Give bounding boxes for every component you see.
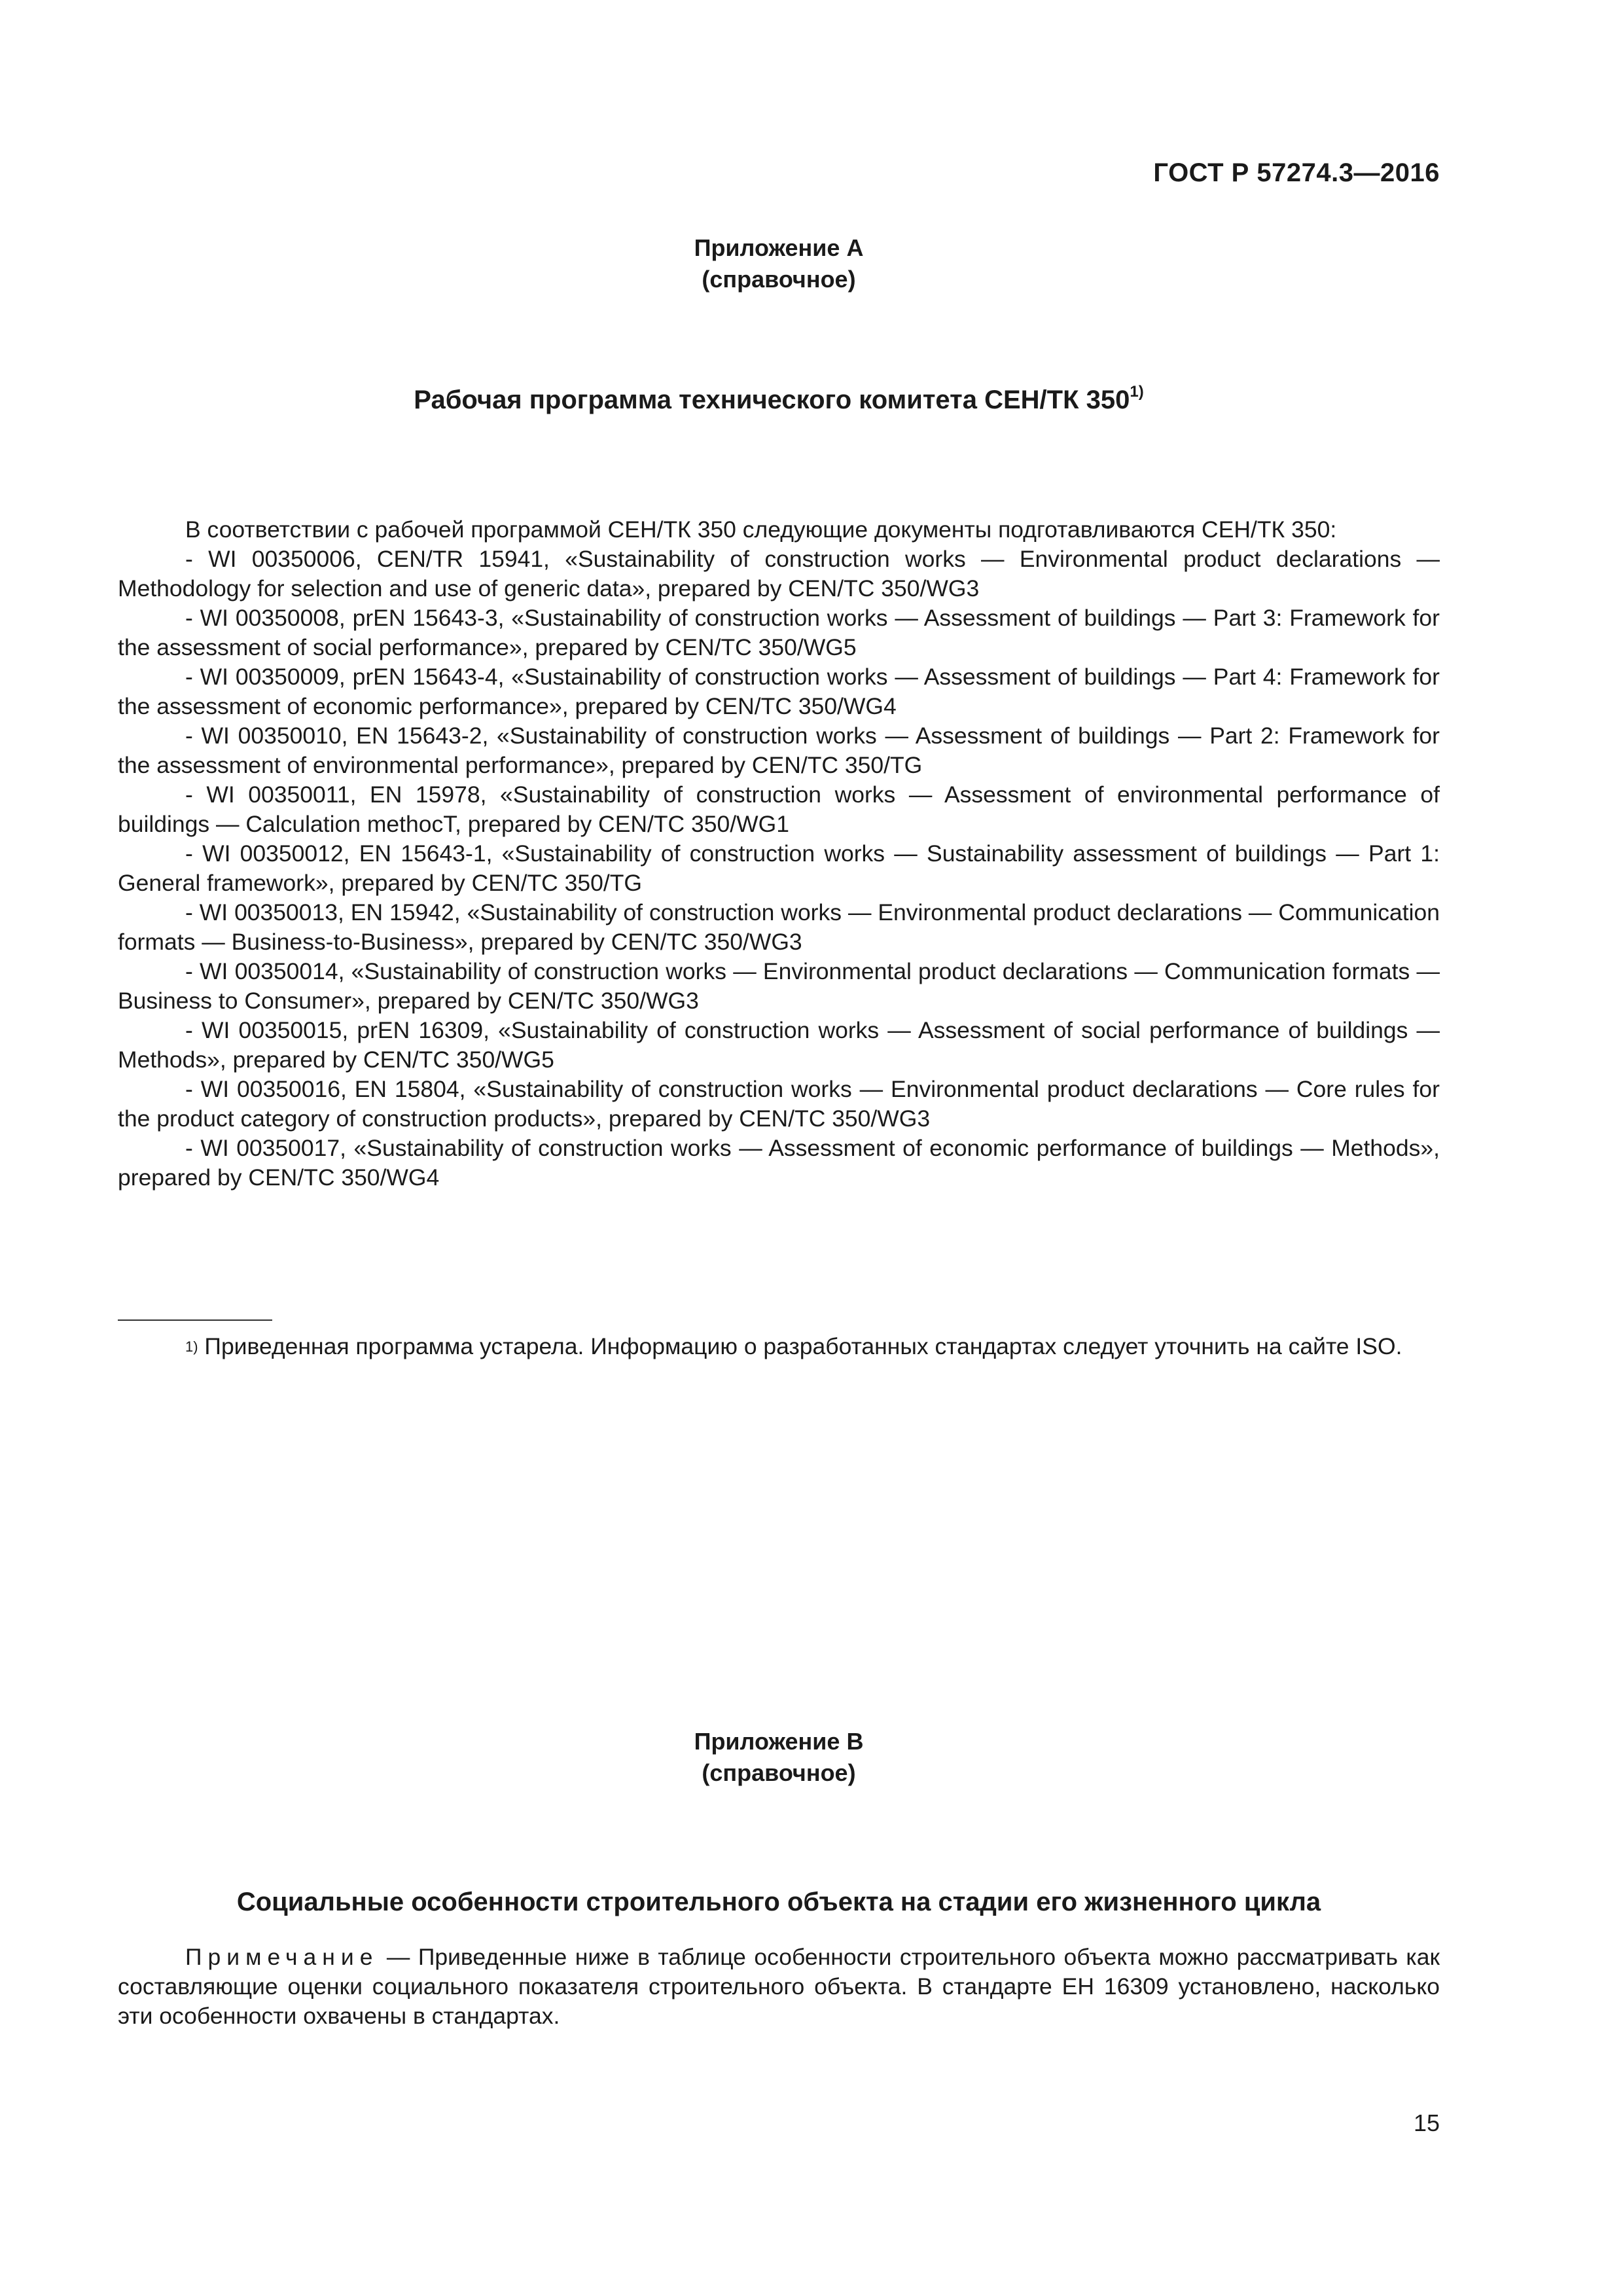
appendix-b-status: (справочное) bbox=[702, 1759, 856, 1786]
work-program-list bbox=[118, 515, 1440, 1193]
appendix-b-note bbox=[118, 1943, 1440, 2031]
footnote-text: Приведенная программа устарела. Информацию о разработанных стандартах следует уточнить на сайте ISO. bbox=[198, 1333, 1402, 1359]
heading-footnote-mark: 1) bbox=[1130, 382, 1144, 401]
intro-paragraph: В соответствии с рабочей программой СЕН/ТК 350 следующие документы подготавливаются СЕН/ТК 350: bbox=[185, 516, 1337, 543]
appendix-b-heading: Социальные особенности строительного объекта на стадии его жизненного цикла bbox=[236, 1888, 1321, 1916]
appendix-b-label bbox=[118, 1726, 1440, 1789]
appendix-b-title: Приложение В bbox=[694, 1728, 864, 1755]
list-item: - WI 00350008, prEN 15643-3, «Sustainability of construction works — Assessment of buildings — Part 3: Framework for the assessment of social performance», prepared by CEN/TC 350/WG5 bbox=[118, 605, 1440, 660]
note-text: — Приведенные ниже в таблице особенности строительного объекта можно рассматривать как составляющие оценки социального показателя строительного объекта. В стандарте ЕН 16309 установлено, насколько эти особенности охвачены в стандартах. bbox=[118, 1944, 1440, 2029]
footnote bbox=[118, 1332, 1440, 1361]
page-number: 15 bbox=[1413, 2109, 1440, 2136]
appendix-a-label bbox=[118, 232, 1440, 295]
document-code: ГОСТ Р 57274.3—2016 bbox=[1153, 158, 1440, 187]
list-item: - WI 00350009, prEN 15643-4, «Sustainability of construction works — Assessment of buildings — Part 4: Framework for the assessment of economic performance», prepared by CEN/TC 350/WG4 bbox=[118, 664, 1440, 719]
list-item: - WI 00350016, EN 15804, «Sustainability of construction works — Environmental product declarations — Core rules for the product category of construction products», prepared by CEN/TC 350/WG3 bbox=[118, 1076, 1440, 1132]
note-label: Примечание bbox=[185, 1944, 379, 1970]
footnote-divider bbox=[118, 1319, 272, 1321]
list-item: - WI 00350012, EN 15643-1, «Sustainability of construction works — Sustainability assessment of buildings — Part 1: General framework», prepared by CEN/TC 350/TG bbox=[118, 840, 1440, 896]
footnote-mark: 1) bbox=[185, 1338, 198, 1355]
list-item: - WI 00350011, EN 15978, «Sustainability of construction works — Assessment of environmental performance of buildings — Calculation methocT, prepared by CEN/TC 350/WG1 bbox=[118, 781, 1440, 837]
appendix-a-heading bbox=[118, 383, 1440, 417]
list-item: - WI 00350010, EN 15643-2, «Sustainability of construction works — Assessment of buildings — Part 2: Framework for the assessment of environmental performance», prepared by CEN/TC 350/TG bbox=[118, 723, 1440, 778]
appendix-a-heading-text: Рабочая программа технического комитета СЕН/ТК 350 bbox=[414, 386, 1130, 414]
appendix-a-status: (справочное) bbox=[702, 266, 856, 293]
appendix-a-title: Приложение А bbox=[694, 234, 864, 261]
list-item: - WI 00350017, «Sustainability of construction works — Assessment of economic performance of buildings — Methods», prepared by CEN/TC 350/WG4 bbox=[118, 1135, 1440, 1191]
list-item: - WI 00350014, «Sustainability of construction works — Environmental product declarations — Communication formats — Business to Consumer», prepared by CEN/TC 350/WG3 bbox=[118, 958, 1440, 1014]
list-item: - WI 00350013, EN 15942, «Sustainability of construction works — Environmental product declarations — Communication formats — Business-to-Business», prepared by CEN/TC 350/WG3 bbox=[118, 899, 1440, 955]
list-item: - WI 00350015, prEN 16309, «Sustainability of construction works — Assessment of social performance of buildings — Methods», prepared by CEN/TC 350/WG5 bbox=[118, 1017, 1440, 1073]
list-item: - WI 00350006, CEN/TR 15941, «Sustainability of construction works — Environmental product declarations — Methodology for selection and use of generic data», prepared by CEN/TC 350/WG3 bbox=[118, 546, 1440, 601]
